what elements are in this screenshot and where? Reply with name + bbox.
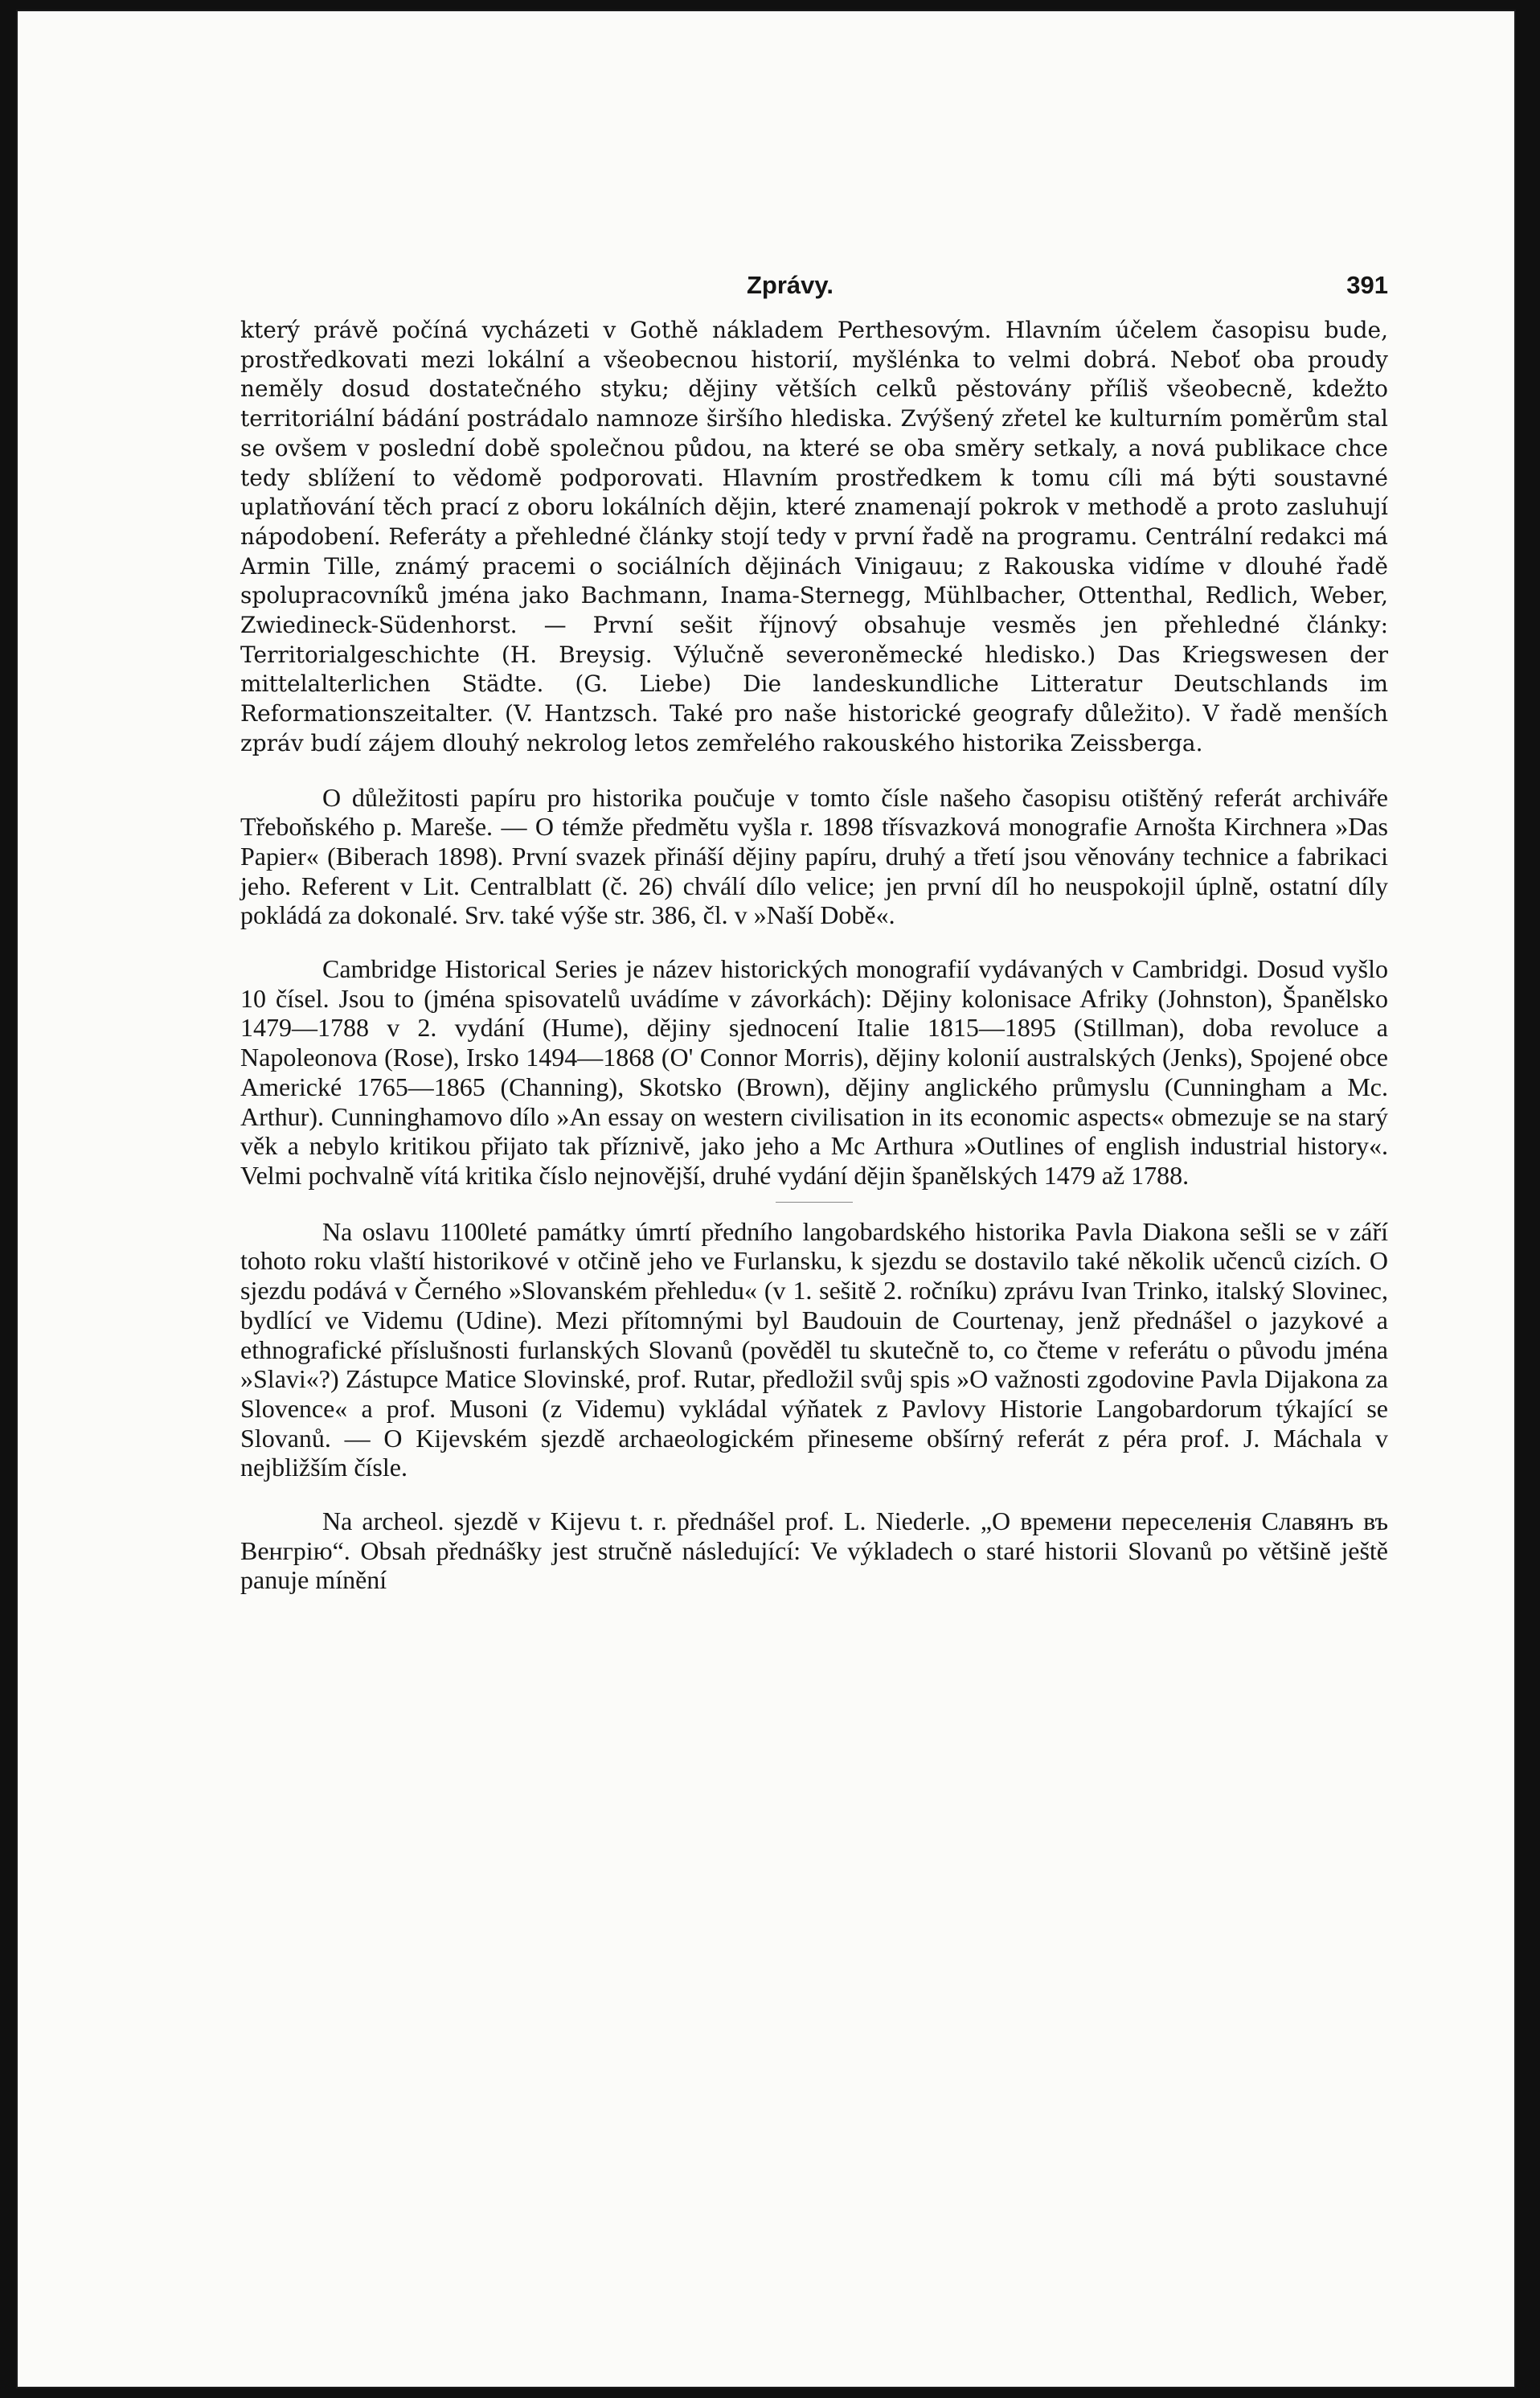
paragraph-periodical-notice: který právě počíná vycházeti v Gothě nákladem Perthesovým. Hlavním účelem časopisu bude, prostředkovati mezi lokální a všeobecnou historií, myšlénka to velmi dobrá. Neboť oba proudy neměly dosud dostatečného styku; dějiny větších celků pěstovány příliš všeobecně, kdežto territoriální bádání postrádalo namnoze širšího hlediska. Zvýšený zřetel ke kulturním poměrům stal se ovšem v poslední době společnou půdou, na které se oba směry setkaly, a nová publikace chce tedy sblížení to vědomě podporovati. Hlavním prostředkem k tomu cíli má býti soustavné uplatňování těch prací z oboru lokálních dějin, které znamenají pokrok v methodě a proto zasluhují nápodobení. Referáty a přehledné články stojí tedy v první řadě na programu. Centrální redakci má Armin Tille, známý pracemi o sociálních dějinách Vinigauu; z Rakouska vidíme v dlouhé řadě spolupracovníků jména jako Bachmann, Inama-Sternegg, Mühlbacher, Ottenthal, Redlich, Weber, Zwiedineck-Südenhorst. — První sešit říjnový obsahuje vesměs jen přehledné články: Territorialgeschichte (H. Breysig. Výlučně severoněmecké hledisko.) Das Kriegswesen der mittelalterlichen Städte. (G. Liebe) Die landeskundliche Litteratur Deutschlands im Reformationszeitalter. (V. Hantzsch. Také pro naše historické geografy důležito). V řadě menších zpráv budí zájem dlouhý nekrolog letos zemřelého rakouského historika Zeissberga. bbox=[240, 317, 1388, 756]
paragraph-paulus-diaconus: Na oslavu 1100leté památky úmrtí předního langobardského historika Pavla Diakona sešli se v září tohoto roku vlaští historikové v otčině jeho ve Furlansku, k sjezdu se dostavilo také několik učenců cizích. O sjezdu podává v Černého »Slovanském přehledu« (v 1. sešitě 2. ročníku) zprávu Ivan Trinko, italský Slovinec, bydlící ve Videmu (Udine). Mezi přítomnými byl Baudouin de Courtenay, jenž přednášel o jazykové a ethnografické příslušnosti furlanských Slovanů (pověděl tu skutečně to, co čteme v referátu o původu jména »Slavi«?) Zástupce Matice Slovinské, prof. Rutar, předložil svůj spis »O važnosti zgodovine Pavla Dijakona za Slovence« a prof. Musoni (z Videmu) vykládal výňatek z Pavlovy Historie Langobardorum týkající se Slovanů. — O Kijevském sjezdě archaeologickém přineseme obšírný referát z péra prof. J. Máchala v nejbližším čísle. bbox=[240, 1216, 1388, 1482]
section-divider bbox=[776, 1202, 853, 1203]
paragraph-paper-history: O důležitosti papíru pro historika poučuje v tomto čísle našeho časopisu otištěný referát archiváře Třeboňského p. Mareše. — O témže předmětu vyšla r. 1898 třísvazková monografie Arnošta Kirchnera »Das Papier« (Biberach 1898). První svazek přináší dějiny papíru, druhý a třetí jsou věnovány technice a fabrikaci jeho. Referent v Lit. Centralblatt (č. 26) chválí dílo velice; jen první díl ho neuspokojil úplně, ostatní díly pokládá za dokonalé. Srv. také výše str. 386, čl. v »Naší Době«. bbox=[240, 782, 1388, 930]
running-title: Zprávy. bbox=[747, 271, 833, 299]
page-body bbox=[240, 271, 1388, 1595]
running-header bbox=[240, 271, 1388, 316]
paragraph-kiev-congress: Na archeol. sjezdě v Kijevu t. r. přednášel prof. L. Niederle. „О времени переселенія Славянъ въ Венгрію“. Obsah přednášky jest stručně následující: Ve výkladech o staré historii Slovanů po většině ještě panuje mínění bbox=[240, 1506, 1388, 1595]
paragraph-cambridge-series: Cambridge Historical Series je název historických monografií vydávaných v Cambridgi. Dosud vyšlo 10 čísel. Jsou to (jména spisovatelů uvádíme v závorkách): Dějiny kolonisace Afriky (Johnston), Španělsko 1479—1788 v 2. vydání (Hume), dějiny sjednocení Italie 1815—1895 (Stillman), doba revoluce a Napoleonova (Rose), Irsko 1494—1868 (O' Connor Morris), dějiny kolonií australských (Jenks), Spojené obce Americké 1765—1865 (Channing), Skotsko (Brown), dějiny anglického průmyslu (Cunningham a Mc. Arthur). Cunninghamovo dílo »An essay on western civilisation in its economic aspects« obmezuje se na starý věk a nebylo kritikou přijato tak příznivě, jako jeho a Mc Arthura »Outlines of english industrial history«. Velmi pochvalně vítá kritika číslo nejnovější, druhé vydání dějin španělských 1479 až 1788. bbox=[240, 954, 1388, 1190]
page-number: 391 bbox=[1346, 271, 1388, 299]
article-text bbox=[240, 316, 1388, 1595]
scanned-page bbox=[18, 11, 1514, 2387]
